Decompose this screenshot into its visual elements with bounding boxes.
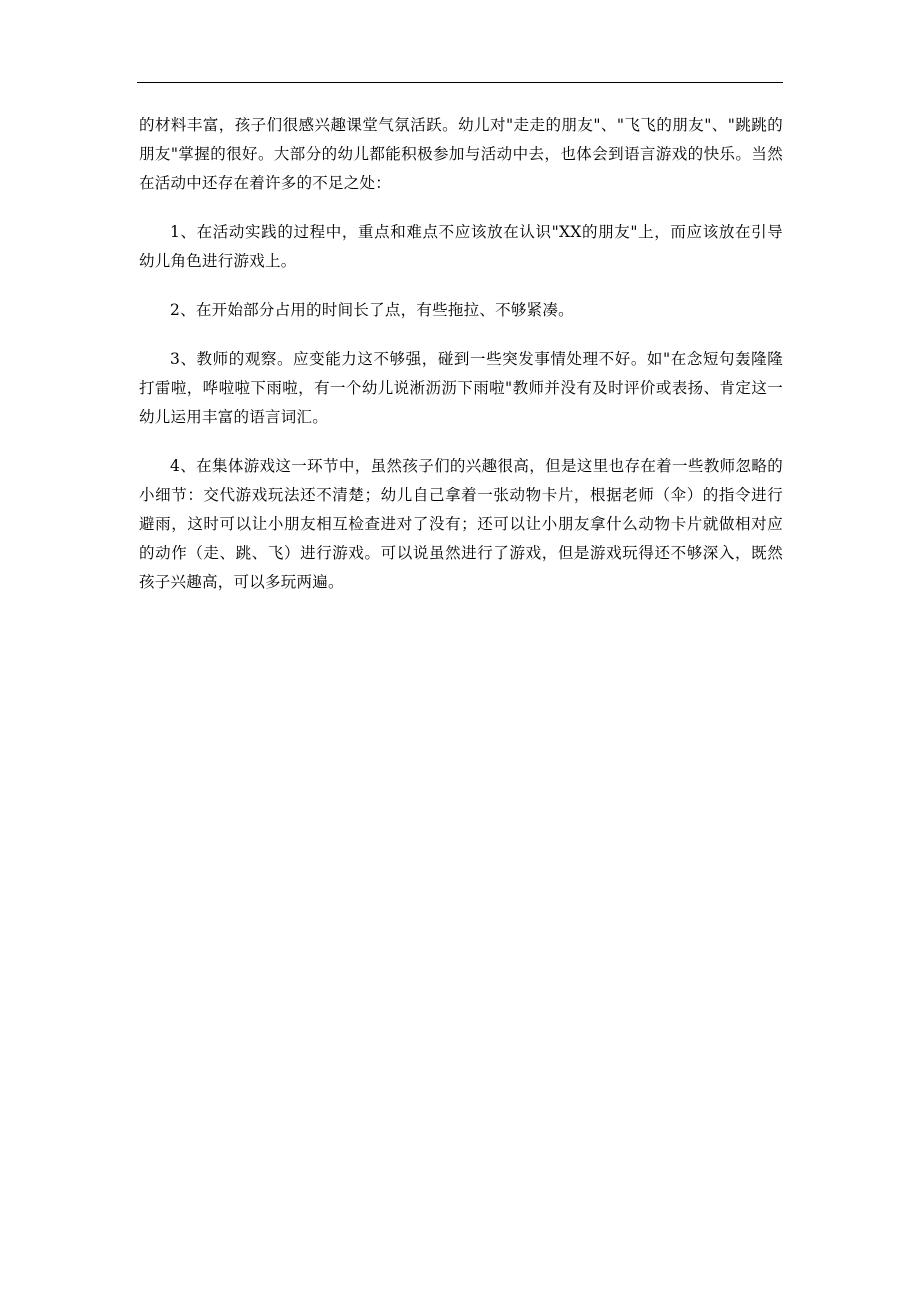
paragraph-point-3: 3、教师的观察。应变能力这不够强，碰到一些突发事情处理不好。如"在念短句轰隆隆打雷啦，哗啦啦下雨啦，有一个幼儿说淅沥沥下雨啦"教师并没有及时评价或表扬、肯定这一幼儿运用丰富的语言词汇。 — [139, 350, 783, 426]
paragraph-point-2: 2、在开始部分占用的时间长了点，有些拖拉、不够紧凑。 — [170, 301, 574, 319]
paragraph-point-4: 4、在集体游戏这一环节中，虽然孩子们的兴趣很高，但是这里也存在着一些教师忽略的小细节：交代游戏玩法还不清楚；幼儿自己拿着一张动物卡片，根据老师（伞）的指令进行避雨，这时可以让小朋友相互检查进对了没有；还可以让小朋友拿什么动物卡片就做相对应的动作（走、跳、飞）进行游戏。可以说虽然进行了游戏，但是游戏玩得还不够深入，既然孩子兴趣高，可以多玩两遍。 — [139, 457, 783, 591]
header-divider — [137, 82, 783, 83]
document-body — [139, 111, 783, 617]
paragraph-intro: 的材料丰富，孩子们很感兴趣课堂气氛活跃。幼儿对"走走的朋友"、"飞飞的朋友"、"跳跳的朋友"掌握的很好。大部分的幼儿都能积极参加与活动中去，也体会到语言游戏的快乐。当然在活动中还存在着许多的不足之处： — [139, 116, 783, 192]
paragraph-point-1: 1、在活动实践的过程中，重点和难点不应该放在认识"XX的朋友"上，而应该放在引导幼儿角色进行游戏上。 — [139, 223, 783, 270]
